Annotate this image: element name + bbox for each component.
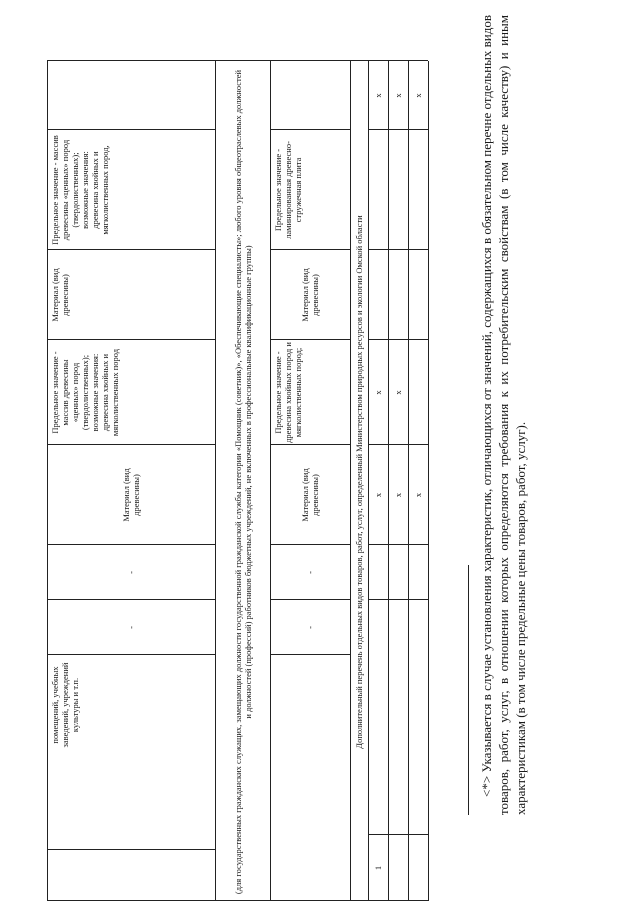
limit-value-cell: Предельное значение - ламинированная древесно-стружечная плита	[273, 141, 303, 239]
x-mark: х	[413, 492, 423, 498]
col-divider	[368, 249, 428, 250]
limit-value-cell: Предельное значение - древесина хвойных пород и мягколиственных пород;	[273, 342, 303, 443]
footnote	[478, 15, 529, 815]
characteristic-cell: Материал (вид древесины)	[50, 268, 70, 322]
x-mark: х	[393, 390, 403, 395]
x-mark: х	[373, 492, 383, 498]
x-mark: х	[393, 492, 403, 498]
value-cell: -	[305, 571, 315, 574]
x-mark: х	[393, 93, 403, 98]
characteristic-cell: Материал (вид древесины)	[300, 268, 320, 322]
x-mark: х	[373, 93, 383, 98]
x-mark: х	[413, 93, 423, 98]
value-cell: -	[126, 571, 136, 574]
characteristic-cell: Материал (вид древесины)	[121, 468, 141, 522]
row-number: 1	[373, 865, 383, 871]
item-name-cell: помещений, учебных заведений, учреждений культуры и т.п.	[50, 662, 80, 748]
x-mark: х	[373, 390, 383, 395]
value-cell: -	[305, 626, 315, 629]
limit-value-cell: Предельное значение - массив древесины «ценных» пород (твердолиственных); возможные значения: древесина хвойных и мягколиственных пород,	[50, 135, 110, 245]
value-cell: -	[126, 626, 136, 629]
footnote-text: <*> Указывается в случае установления характеристик, отличающихся от значений, содержащихся в обязательном перечне отдельных видов товаров, работ, услуг, в отношении которых определяются требования к их потребительским свойствам (в том числе качеству) и иным характеристикам (в том числе предельные цены товаров, работ, услуг).	[479, 15, 528, 815]
section-header: (для государственных гражданских служащих, замещающих должности государственной гражданской службы категории «Помощник (советник)», «Обеспечивающие специалисты»; любого уровня общеотраслевых должностей и должностей (профессий) работников бюджетных учреждений, не включенных в профессиональные квалификационные группы)	[232, 69, 253, 895]
limit-value-cell: Предельное значение - массив древесины «ценных» пород (твердолиственных); возможные значения: древесина хвойных и мягколиственных пород	[50, 348, 120, 437]
characteristic-cell: Материал (вид древесины)	[300, 468, 320, 522]
footnote-separator	[468, 565, 469, 815]
table-bottom-border	[428, 61, 429, 901]
additional-list-header: Дополнительный перечень отдельных видов товаров, работ, услуг, определенный Министерством природных ресурсов и экологии Омской области	[354, 215, 364, 749]
col-divider	[47, 849, 215, 850]
col-divider	[368, 599, 428, 600]
